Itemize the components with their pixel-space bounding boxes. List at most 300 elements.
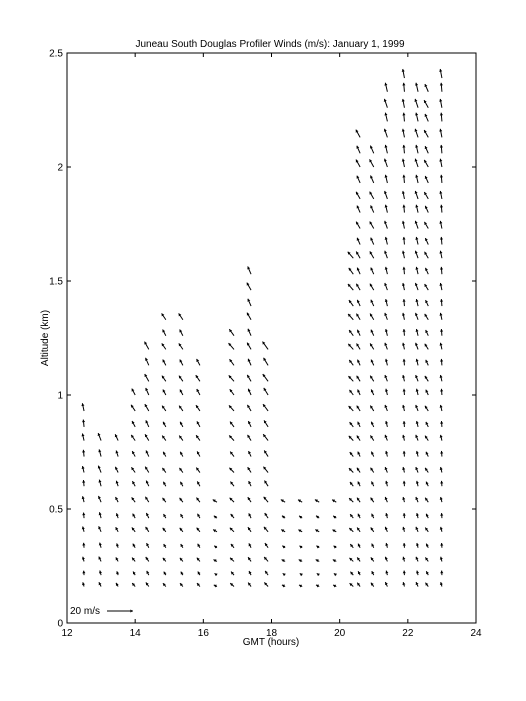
wind-arrow bbox=[424, 252, 428, 258]
wind-arrow bbox=[439, 251, 442, 258]
wind-arrow bbox=[332, 500, 336, 503]
wind-arrow-head bbox=[82, 420, 85, 423]
wind-arrow-head bbox=[82, 571, 85, 574]
wind-arrow bbox=[402, 237, 405, 245]
wind-arrow bbox=[264, 388, 268, 395]
wind-arrow bbox=[316, 559, 320, 562]
wind-arrow bbox=[230, 359, 234, 365]
wind-arrow bbox=[402, 375, 405, 381]
wind-arrow bbox=[230, 422, 234, 427]
wind-arrow bbox=[371, 527, 374, 531]
wind-arrow bbox=[402, 129, 405, 138]
wind-arrow bbox=[426, 514, 429, 518]
wind-arrow bbox=[116, 557, 119, 561]
wind-arrow bbox=[357, 406, 360, 411]
wind-arrow bbox=[402, 145, 405, 153]
wind-arrow bbox=[162, 436, 166, 441]
wind-arrow bbox=[440, 113, 443, 122]
wind-arrow bbox=[385, 299, 388, 306]
wind-arrow-head bbox=[440, 299, 443, 302]
wind-arrow bbox=[316, 585, 319, 588]
wind-arrow bbox=[163, 558, 166, 562]
wind-arrow bbox=[99, 512, 102, 518]
wind-arrow-head bbox=[440, 237, 443, 240]
wind-arrow bbox=[145, 467, 149, 473]
wind-arrow bbox=[263, 342, 269, 350]
wind-arrow bbox=[349, 300, 353, 306]
wind-arrow bbox=[300, 573, 303, 576]
wind-arrow-head bbox=[440, 421, 443, 424]
wind-arrow bbox=[247, 299, 251, 306]
wind-arrow bbox=[247, 313, 251, 320]
x-tick-label: 20 bbox=[334, 628, 346, 639]
wind-arrow bbox=[197, 514, 200, 518]
y-tick-label: 0.5 bbox=[49, 504, 63, 516]
wind-arrow bbox=[317, 573, 320, 576]
wind-arrow bbox=[385, 421, 388, 427]
wind-arrow bbox=[82, 513, 85, 519]
wind-arrow bbox=[282, 559, 286, 562]
wind-arrow-head bbox=[440, 513, 443, 516]
wind-arrow bbox=[370, 435, 373, 440]
wind-arrow bbox=[181, 544, 184, 548]
wind-arrow-head bbox=[440, 543, 443, 546]
wind-arrow bbox=[213, 559, 216, 562]
wind-arrow bbox=[425, 146, 429, 153]
wind-arrow bbox=[371, 481, 374, 486]
wind-arrow bbox=[82, 582, 85, 586]
wind-arrow bbox=[370, 314, 374, 320]
wind-profile bbox=[424, 84, 429, 586]
wind-arrow bbox=[264, 358, 269, 366]
wind-arrow bbox=[263, 374, 268, 381]
wind-arrow-head bbox=[403, 481, 406, 484]
wind-arrow bbox=[357, 498, 360, 503]
wind-arrow bbox=[197, 558, 200, 562]
wind-arrow bbox=[315, 500, 319, 503]
wind-arrow bbox=[248, 329, 251, 336]
wind-arrow bbox=[358, 482, 361, 487]
wind-arrow bbox=[163, 498, 166, 502]
wind-arrow bbox=[440, 497, 443, 502]
wind-arrow bbox=[402, 159, 405, 167]
wind-arrow bbox=[131, 467, 135, 472]
wind-arrow bbox=[384, 113, 387, 122]
wind-arrow-head bbox=[385, 543, 388, 546]
wind-arrow bbox=[179, 406, 183, 411]
wind-arrow bbox=[403, 421, 406, 427]
wind-arrow bbox=[332, 530, 336, 533]
wind-arrow bbox=[402, 83, 405, 92]
wind-arrow bbox=[348, 344, 353, 350]
wind-arrow bbox=[370, 192, 374, 199]
wind-arrow bbox=[179, 313, 183, 319]
wind-arrow-head bbox=[403, 571, 406, 574]
x-tick-label: 18 bbox=[265, 628, 278, 639]
wind-arrow bbox=[371, 300, 374, 306]
wind-arrow bbox=[133, 571, 136, 575]
wind-arrow bbox=[384, 375, 387, 381]
wind-arrow bbox=[385, 513, 388, 518]
wind-profile bbox=[144, 342, 149, 587]
wind-arrow bbox=[356, 222, 360, 229]
scale-reference bbox=[70, 606, 133, 617]
wind-arrow bbox=[416, 359, 419, 365]
wind-profile bbox=[196, 359, 201, 587]
wind-arrow bbox=[385, 582, 388, 586]
wind-arrow-head bbox=[82, 496, 85, 499]
wind-arrow-head bbox=[440, 267, 443, 270]
wind-arrow bbox=[402, 113, 405, 122]
wind-arrow bbox=[298, 500, 302, 503]
wind-arrow bbox=[402, 267, 405, 274]
wind-arrow-head bbox=[440, 497, 443, 500]
wind-arrow bbox=[426, 452, 429, 457]
wind-arrow bbox=[229, 329, 234, 336]
wind-arrow bbox=[144, 342, 148, 350]
wind-arrow bbox=[282, 546, 285, 549]
wind-arrow bbox=[425, 528, 428, 532]
wind-arrow bbox=[415, 145, 418, 153]
wind-arrow bbox=[425, 206, 428, 213]
wind-arrow bbox=[82, 466, 85, 472]
wind-arrow bbox=[230, 528, 234, 532]
wind-profile bbox=[369, 146, 374, 587]
wind-arrow-head bbox=[402, 83, 405, 86]
wind-arrow bbox=[349, 436, 354, 441]
wind-arrow bbox=[196, 359, 200, 365]
wind-arrow bbox=[81, 403, 84, 411]
wind-arrow bbox=[370, 222, 374, 229]
wind-arrow bbox=[264, 481, 268, 487]
wind-arrow bbox=[299, 546, 302, 549]
wind-arrow bbox=[440, 375, 443, 381]
wind-arrow bbox=[213, 530, 217, 533]
wind-arrow bbox=[350, 452, 354, 457]
wind-arrow bbox=[415, 283, 418, 290]
wind-arrow bbox=[416, 451, 419, 457]
x-tick-label: 22 bbox=[402, 628, 414, 639]
wind-arrow bbox=[349, 406, 354, 411]
wind-arrow bbox=[403, 329, 406, 336]
wind-arrow bbox=[98, 480, 101, 487]
wind-arrow bbox=[440, 343, 443, 350]
wind-arrow bbox=[348, 284, 353, 290]
wind-arrow bbox=[440, 513, 443, 518]
wind-arrow bbox=[350, 572, 353, 575]
wind-arrow bbox=[230, 558, 234, 562]
wind-arrow bbox=[426, 422, 429, 427]
wind-arrow bbox=[356, 160, 360, 167]
wind-arrow bbox=[230, 583, 234, 586]
wind-arrow bbox=[370, 376, 374, 382]
wind-arrow bbox=[385, 329, 388, 336]
wind-arrow bbox=[358, 514, 361, 518]
wind-arrow bbox=[265, 543, 268, 548]
wind-arrow bbox=[415, 267, 418, 274]
wind-arrow bbox=[384, 159, 387, 167]
wind-arrow bbox=[402, 251, 405, 258]
wind-arrow bbox=[371, 422, 374, 427]
wind-profile bbox=[332, 500, 337, 588]
y-axis-label: Altitude (km) bbox=[40, 309, 51, 367]
wind-arrow bbox=[371, 360, 374, 366]
wind-arrow bbox=[264, 557, 268, 561]
wind-arrow bbox=[357, 528, 360, 532]
wind-arrow-head bbox=[402, 237, 405, 240]
wind-arrow bbox=[415, 435, 418, 441]
wind-arrow bbox=[197, 583, 200, 586]
wind-arrow bbox=[316, 546, 319, 549]
wind-arrow bbox=[371, 389, 374, 395]
wind-arrow bbox=[248, 467, 251, 472]
wind-arrow bbox=[196, 498, 199, 503]
wind-arrow bbox=[415, 191, 418, 199]
wind-arrow-head bbox=[130, 609, 133, 612]
wind-arrow bbox=[370, 284, 374, 290]
wind-arrow bbox=[179, 343, 183, 349]
wind-arrow bbox=[402, 69, 405, 78]
wind-arrow bbox=[402, 582, 405, 586]
wind-arrow bbox=[426, 544, 429, 548]
wind-arrow bbox=[248, 451, 251, 457]
wind-arrow bbox=[163, 528, 166, 532]
x-tick-label: 14 bbox=[129, 628, 141, 639]
wind-profile bbox=[439, 69, 443, 587]
wind-arrow bbox=[229, 343, 234, 349]
wind-arrow bbox=[145, 374, 149, 381]
wind-arrow bbox=[416, 543, 419, 548]
wind-arrow bbox=[299, 585, 302, 588]
wind-arrow-head bbox=[416, 543, 419, 546]
wind-arrow bbox=[248, 389, 251, 395]
wind-arrow bbox=[416, 571, 419, 576]
wind-arrow bbox=[145, 404, 149, 411]
wind-arrow bbox=[425, 114, 429, 121]
wind-arrow bbox=[402, 343, 405, 350]
wind-arrow bbox=[425, 238, 428, 245]
wind-arrow bbox=[370, 343, 374, 349]
wind-arrow bbox=[179, 376, 183, 382]
wind-arrow bbox=[415, 113, 418, 122]
wind-arrow-head bbox=[402, 527, 405, 530]
wind-arrow bbox=[180, 498, 183, 502]
wind-profile bbox=[414, 83, 419, 587]
wind-arrow bbox=[415, 497, 418, 502]
wind-arrow bbox=[416, 582, 419, 586]
wind-arrow bbox=[415, 83, 418, 92]
wind-arrow bbox=[229, 435, 234, 440]
wind-arrow bbox=[403, 543, 406, 548]
wind-arrow bbox=[98, 433, 101, 441]
wind-arrow bbox=[357, 206, 360, 213]
wind-arrow bbox=[415, 237, 418, 245]
wind-arrow bbox=[316, 516, 319, 519]
wind-arrow bbox=[116, 543, 119, 547]
wind-arrow bbox=[333, 516, 336, 519]
wind-arrow-head bbox=[403, 451, 406, 454]
wind-arrow bbox=[415, 175, 418, 183]
wind-arrow bbox=[164, 572, 167, 575]
wind-arrow bbox=[371, 514, 374, 518]
wind-arrow bbox=[356, 284, 360, 290]
wind-arrow bbox=[82, 543, 85, 548]
wind-arrow bbox=[116, 513, 119, 518]
wind-arrow bbox=[426, 482, 429, 487]
wind-arrow bbox=[415, 299, 418, 306]
wind-arrow bbox=[370, 268, 373, 275]
wind-arrow-head bbox=[403, 329, 406, 332]
wind-arrow bbox=[82, 571, 85, 575]
wind-arrow bbox=[230, 452, 234, 457]
wind-arrow bbox=[179, 468, 182, 473]
wind-arrow bbox=[385, 405, 388, 411]
wind-arrow-head bbox=[402, 175, 405, 178]
wind-arrow bbox=[402, 221, 405, 229]
wind-arrow bbox=[350, 583, 354, 586]
wind-arrow bbox=[426, 571, 429, 575]
wind-arrow-head bbox=[440, 481, 443, 484]
wind-arrow bbox=[197, 481, 200, 486]
wind-arrow bbox=[385, 389, 388, 395]
wind-arrow bbox=[415, 221, 418, 229]
wind-arrow bbox=[416, 329, 419, 336]
wind-arrow bbox=[440, 237, 443, 245]
wind-arrow bbox=[371, 468, 374, 473]
wind-arrow bbox=[249, 543, 252, 547]
wind-profile bbox=[348, 252, 354, 587]
wind-arrow bbox=[196, 435, 200, 440]
wind-arrow bbox=[180, 583, 183, 586]
wind-arrow bbox=[315, 529, 319, 532]
wind-arrow bbox=[440, 527, 443, 532]
wind-arrow bbox=[145, 497, 148, 502]
wind-arrow bbox=[181, 572, 184, 575]
wind-arrow bbox=[146, 513, 149, 518]
wind-arrow bbox=[371, 498, 374, 503]
wind-arrow bbox=[82, 420, 85, 427]
wind-arrow bbox=[356, 314, 360, 320]
wind-arrow bbox=[81, 434, 84, 441]
wind-arrow bbox=[132, 389, 136, 395]
y-axis bbox=[49, 49, 476, 630]
wind-arrow bbox=[214, 546, 217, 549]
wind-arrow bbox=[402, 205, 405, 213]
wind-arrow bbox=[439, 159, 442, 167]
wind-arrow bbox=[385, 467, 388, 472]
wind-arrow bbox=[370, 205, 374, 212]
wind-arrow bbox=[249, 571, 252, 575]
wind-arrow bbox=[180, 422, 183, 427]
wind-arrow bbox=[424, 130, 428, 137]
wind-arrow bbox=[385, 145, 388, 153]
wind-arrow bbox=[369, 159, 373, 167]
wind-arrow bbox=[180, 528, 183, 532]
wind-arrow bbox=[425, 314, 429, 320]
wind-arrow bbox=[403, 513, 406, 518]
wind-arrow bbox=[107, 609, 133, 612]
wind-arrow-head bbox=[403, 421, 406, 424]
wind-arrow bbox=[263, 467, 268, 473]
wind-arrow bbox=[180, 452, 183, 457]
wind-arrow bbox=[415, 159, 418, 167]
wind-profile bbox=[384, 83, 389, 587]
wind-arrow bbox=[385, 557, 388, 562]
wind-arrow-head bbox=[402, 205, 405, 208]
wind-arrow-head bbox=[440, 113, 443, 116]
wind-arrow bbox=[425, 376, 428, 381]
wind-arrow bbox=[440, 557, 443, 562]
wind-arrow bbox=[425, 583, 428, 587]
wind-arrow bbox=[82, 480, 85, 486]
chart-title: Juneau South Douglas Profiler Winds (m/s): January 1, 1999 bbox=[135, 39, 405, 50]
wind-arrow bbox=[414, 99, 418, 108]
wind-arrow bbox=[248, 421, 251, 427]
y-tick-label: 2.5 bbox=[49, 48, 63, 60]
y-tick-label: 1.5 bbox=[49, 276, 63, 288]
wind-arrow-head bbox=[403, 513, 406, 516]
wind-arrow-head bbox=[82, 513, 85, 516]
wind-arrow bbox=[248, 497, 251, 502]
wind-arrow bbox=[99, 571, 102, 576]
wind-arrow bbox=[425, 344, 429, 350]
wind-arrow bbox=[131, 435, 135, 441]
wind-arrow bbox=[384, 221, 387, 229]
wind-arrow bbox=[440, 83, 443, 92]
wind-arrow bbox=[263, 434, 268, 440]
wind-arrow bbox=[425, 436, 428, 441]
wind-arrow bbox=[415, 343, 418, 350]
wind-arrow bbox=[425, 284, 429, 290]
wind-arrow bbox=[132, 451, 135, 456]
wind-arrow bbox=[384, 283, 387, 290]
wind-arrow bbox=[415, 405, 418, 411]
wind-arrow bbox=[425, 300, 428, 306]
wind-arrow bbox=[348, 314, 353, 320]
wind-arrow bbox=[248, 583, 251, 587]
wind-arrow-head bbox=[440, 451, 443, 454]
wind-arrow bbox=[385, 527, 388, 532]
wind-arrow bbox=[439, 129, 442, 138]
wind-arrow bbox=[264, 527, 268, 532]
wind-arrow bbox=[440, 451, 443, 457]
wind-arrow bbox=[425, 330, 428, 336]
wind-arrow bbox=[415, 375, 418, 381]
wind-arrow bbox=[403, 389, 406, 395]
wind-arrow-head bbox=[440, 389, 443, 392]
wind-arrow bbox=[264, 420, 268, 427]
wind-arrow bbox=[402, 99, 405, 108]
wind-profile bbox=[162, 313, 167, 586]
wind-arrow bbox=[425, 468, 428, 473]
wind-arrow bbox=[425, 360, 428, 366]
wind-arrow bbox=[162, 376, 166, 382]
wind-arrow bbox=[146, 543, 149, 548]
wind-arrow bbox=[133, 514, 136, 519]
wind-arrow bbox=[440, 467, 443, 472]
wind-arrow bbox=[424, 222, 428, 229]
wind-arrow bbox=[357, 376, 360, 382]
wind-profile bbox=[229, 329, 234, 586]
wind-profile bbox=[213, 500, 218, 588]
wind-arrow bbox=[403, 299, 406, 306]
wind-arrow bbox=[214, 585, 217, 588]
wind-arrow bbox=[439, 69, 442, 78]
wind-arrow bbox=[132, 527, 135, 531]
wind-arrow bbox=[179, 436, 183, 441]
wind-arrow bbox=[385, 571, 388, 576]
wind-arrow bbox=[179, 330, 182, 336]
